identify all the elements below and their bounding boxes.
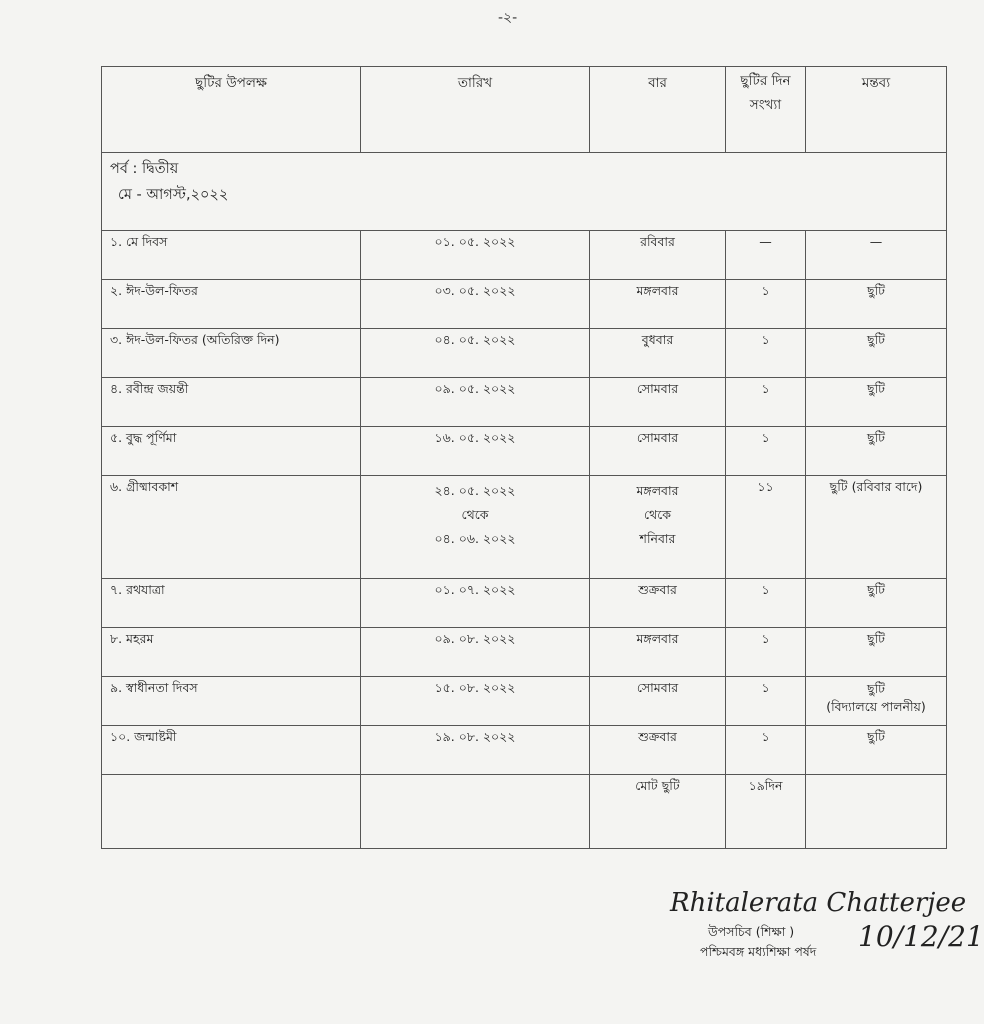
row-day-to: শনিবার <box>639 531 676 546</box>
row-count: ১ <box>726 677 806 726</box>
table-header-row <box>102 67 947 153</box>
row-remark: ছুটি <box>806 329 947 378</box>
table-row <box>102 427 947 476</box>
header-date: তারিখ <box>361 67 590 153</box>
signature-date: 10/12/21 <box>858 920 984 953</box>
header-day: বার <box>590 67 726 153</box>
row-date: ১৫. ০৮. ২০২২ <box>361 677 590 726</box>
row-count: ১১ <box>726 476 806 579</box>
handwritten-signature: Rhitalerata Chatterjee <box>670 888 967 918</box>
table-row <box>102 579 947 628</box>
row-event: ১০. জন্মাষ্টমী <box>102 726 361 775</box>
row-date: ০৯. ০৫. ২০২২ <box>361 378 590 427</box>
row-count: ১ <box>726 427 806 476</box>
table-row <box>102 329 947 378</box>
section-row <box>102 153 947 231</box>
row-day: মঙ্গলবার <box>590 628 726 677</box>
row-day: সোমবার <box>590 677 726 726</box>
table-row <box>102 476 947 579</box>
row-event: ১. মে দিবস <box>102 231 361 280</box>
table-row <box>102 280 947 329</box>
section-period: মে - আগস্ট,২০২২ <box>118 187 229 203</box>
row-count: ১ <box>726 378 806 427</box>
row-day-range <box>590 476 726 579</box>
header-remark: মন্তব্য <box>806 67 947 153</box>
table-row <box>102 726 947 775</box>
header-count: ছুটির দিন সংখ্যা <box>726 67 806 153</box>
row-day: শুক্রবার <box>590 726 726 775</box>
signatory-organization: পশ্চিমবঙ্গ মধ্যশিক্ষা পর্ষদ <box>700 944 817 959</box>
row-count: — <box>726 231 806 280</box>
row-date-mid: থেকে <box>461 507 489 522</box>
row-date: ০১. ০৫. ২০২২ <box>361 231 590 280</box>
section-title: পর্ব : দ্বিতীয় <box>110 161 179 177</box>
row-event: ৬. গ্রীষ্মাবকাশ <box>102 476 361 579</box>
row-remark: ছুটি <box>806 280 947 329</box>
total-value: ১৯দিন <box>726 775 806 849</box>
row-date: ০৯. ০৮. ২০২২ <box>361 628 590 677</box>
table-row <box>102 231 947 280</box>
row-remark: ছুটি <box>806 427 947 476</box>
row-event: ৪. রবীন্দ্র জয়ন্তী <box>102 378 361 427</box>
row-event: ৭. রথযাত্রা <box>102 579 361 628</box>
total-row <box>102 775 947 849</box>
row-date: ১৬. ০৫. ২০২২ <box>361 427 590 476</box>
row-event: ২. ঈদ-উল-ফিতর <box>102 280 361 329</box>
header-event: ছুটির উপলক্ষ <box>102 67 361 153</box>
page-number: -২- <box>498 10 518 26</box>
row-date: ১৯. ০৮. ২০২২ <box>361 726 590 775</box>
row-count: ১ <box>726 579 806 628</box>
row-date-from: ২৪. ০৫. ২০২২ <box>434 483 516 498</box>
row-count: ১ <box>726 329 806 378</box>
row-event: ৫. বুদ্ধ পূর্ণিমা <box>102 427 361 476</box>
holiday-table <box>101 66 947 849</box>
row-day: সোমবার <box>590 427 726 476</box>
section-cell <box>102 153 947 231</box>
table-row <box>102 628 947 677</box>
row-date-to: ০৪. ০৬. ২০২২ <box>434 531 516 546</box>
signatory-designation: উপসচিব (শিক্ষা ) <box>708 924 795 939</box>
total-empty-cell <box>102 775 361 849</box>
table-row <box>102 378 947 427</box>
row-remark-note: (বিদ্যালয়ে পালনীয়) <box>826 699 926 714</box>
table-row <box>102 677 947 726</box>
row-day: শুক্রবার <box>590 579 726 628</box>
row-remark-cell <box>806 677 947 726</box>
row-remark: ছুটি <box>867 681 885 696</box>
total-empty-cell <box>361 775 590 849</box>
total-label: মোট ছুটি <box>590 775 726 849</box>
row-event: ৯. স্বাধীনতা দিবস <box>102 677 361 726</box>
row-date: ০৩. ০৫. ২০২২ <box>361 280 590 329</box>
row-day: রবিবার <box>590 231 726 280</box>
row-count: ১ <box>726 726 806 775</box>
total-empty-cell <box>806 775 947 849</box>
signature-block <box>660 880 984 980</box>
row-day-from: মঙ্গলবার <box>636 483 679 498</box>
row-remark: ছুটি <box>806 579 947 628</box>
row-day-mid: থেকে <box>644 507 671 522</box>
row-day: সোমবার <box>590 378 726 427</box>
row-remark: — <box>806 231 947 280</box>
row-date-range <box>361 476 590 579</box>
row-count: ১ <box>726 280 806 329</box>
row-remark: ছুটি (রবিবার বাদে) <box>806 476 947 579</box>
row-remark: ছুটি <box>806 726 947 775</box>
row-event: ৩. ঈদ-উল-ফিতর (অতিরিক্ত দিন) <box>102 329 361 378</box>
row-count: ১ <box>726 628 806 677</box>
row-remark: ছুটি <box>806 628 947 677</box>
row-day: বুধবার <box>590 329 726 378</box>
row-event: ৮. মহরম <box>102 628 361 677</box>
row-day: মঙ্গলবার <box>590 280 726 329</box>
row-date: ০১. ০৭. ২০২২ <box>361 579 590 628</box>
row-date: ০৪. ০৫. ২০২২ <box>361 329 590 378</box>
row-remark: ছুটি <box>806 378 947 427</box>
